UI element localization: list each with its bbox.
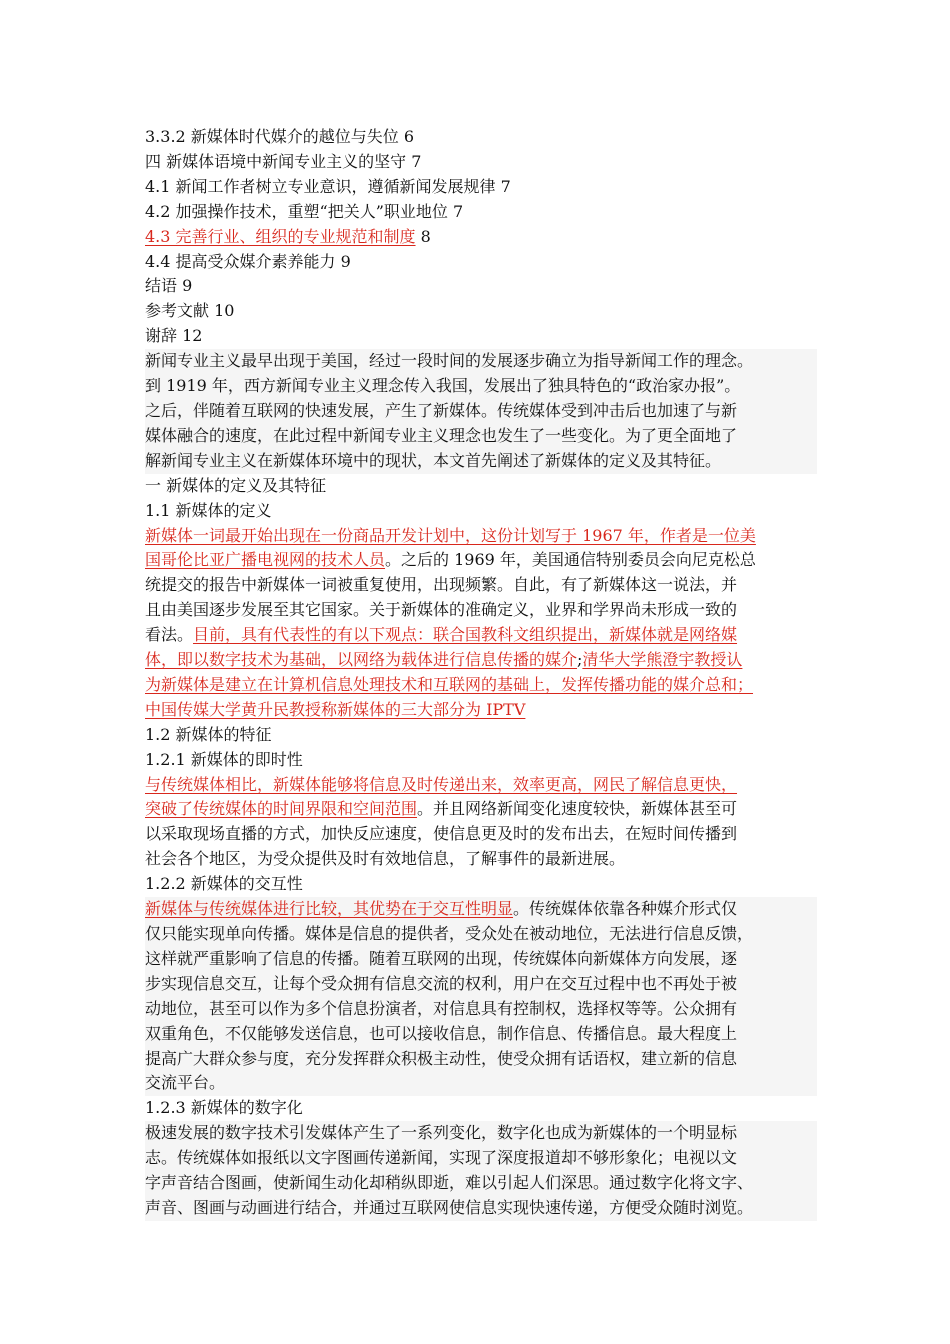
paragraph-line: 步实现信息交互，让每个受众拥有信息交流的权利，用户在交互过程中也不再处于被 <box>145 973 738 993</box>
paragraph-line: 突破了传统媒体的时间界限和空间范围。并且网络新闻变化速度较快，新媒体甚至可 <box>145 799 738 819</box>
paragraph-line: 字声音结合图画，使新闻生动化却稍纵即逝，难以引起人们深思。通过数字化将文字、 <box>145 1173 754 1193</box>
highlighted-text: 新媒体与传统媒体进行比较，其优势在于交互性明显 <box>145 899 514 919</box>
intro-paragraph <box>145 349 817 474</box>
paragraph-line: 国哥伦比亚广播电视网的技术人员。之后的 1969 年，美国通信特别委员会向尼克松总 <box>145 550 756 570</box>
toc-entry[interactable]: 谢辞 12 <box>145 326 203 346</box>
paragraph-line <box>145 673 817 698</box>
highlighted-text: 国哥伦比亚广播电视网的技术人员 <box>145 550 386 570</box>
highlighted-text: 清华大学熊澄宇教授认 <box>582 650 743 670</box>
paragraph-line: 且由美国逐步发展至其它国家。关于新媒体的准确定义，业界和学界尚未形成一致的 <box>145 600 738 620</box>
paragraph-line: 仅只能实现单向传播。媒体是信息的提供者，受众处在被动地位，无法进行信息反馈， <box>145 924 754 943</box>
toc-entry[interactable]: 4.4 提高受众媒介素养能力 9 <box>145 251 351 271</box>
paragraph-line: 声音、图画与动画进行结合，并通过互联网使信息实现快速传递，方便受众随时浏览。 <box>145 1197 754 1217</box>
toc-entry[interactable]: 结语 9 <box>145 276 193 296</box>
highlighted-text: 体，即以数字技术为基础，以网络为载体进行信息传播的媒介 <box>145 650 578 670</box>
document-page <box>145 125 817 1221</box>
paragraph-line: 动地位，甚至可以作为多个信息扮演者，对信息具有控制权，选择权等等。公众拥有 <box>145 998 738 1018</box>
toc-entry[interactable]: 四 新媒体语境中新闻专业主义的坚守 7 <box>145 151 422 171</box>
paragraph-line: 统提交的报告中新媒体一词被重复使用，出现频繁。自此，有了新媒体这一说法，并 <box>145 575 738 595</box>
paragraph-line: 体，即以数字技术为基础，以网络为载体进行信息传播的媒介;清华大学熊澄宇教授认 <box>145 650 743 670</box>
heading-subsection-1-2-3: 1.2.3 新媒体的数字化 <box>145 1098 303 1118</box>
paragraph-line: 看法。目前，具有代表性的有以下观点：联合国教科文组织提出，新媒体就是网络媒 <box>145 625 738 645</box>
highlighted-text: 为新媒体是建立在计算机信息处理技术和互联网的基础上，发挥传播功能的媒介总和； <box>145 674 754 694</box>
interactivity-paragraph <box>145 897 817 1096</box>
table-of-contents <box>145 125 817 349</box>
paragraph-line: 这样就严重影响了信息的传播。随着互联网的出现，传统媒体向新媒体方向发展，逐 <box>145 948 738 968</box>
toc-entry[interactable]: 4.1 新闻工作者树立专业意识，遵循新闻发展规律 7 <box>145 176 511 196</box>
toc-entry[interactable]: 参考文献 10 <box>145 301 235 321</box>
paragraph-line: 新媒体与传统媒体进行比较，其优势在于交互性明显。传统媒体依靠各种媒介形式仅 <box>145 899 738 919</box>
paragraph-line: 之后，伴随着互联网的快速发展，产生了新媒体。传统媒体受到冲击后也加速了与新 <box>145 400 738 420</box>
toc-entry[interactable]: 4.2 加强操作技术，重塑“把关人”职业地位 7 <box>145 201 464 221</box>
toc-entry[interactable]: 3.3.2 新媒体时代媒介的越位与失位 6 <box>145 127 415 146</box>
toc-link[interactable]: 4.3 完善行业、组织的专业规范和制度 <box>145 226 416 246</box>
paragraph-line: 解新闻专业主义在新媒体环境中的现状，本文首先阐述了新媒体的定义及其特征。 <box>145 450 722 470</box>
toc-entry-link[interactable]: 4.3 完善行业、组织的专业规范和制度 8 <box>145 226 431 246</box>
highlighted-text: 目前，具有代表性的有以下观点：联合国教科文组织提出，新媒体就是网络媒 <box>193 625 738 645</box>
highlighted-text: 中国传媒大学黄升民教授称新媒体的三大部分为 IPTV <box>145 699 526 719</box>
highlighted-text: 新媒体一词最开始出现在一份商品开发计划中，这份计划写于 1967 年，作者是一位美 <box>145 525 756 545</box>
heading-section-1-1: 1.1 新媒体的定义 <box>145 500 272 520</box>
heading-subsection-1-2-2: 1.2.2 新媒体的交互性 <box>145 874 303 894</box>
paragraph-line <box>145 773 817 798</box>
immediacy-paragraph <box>145 773 817 873</box>
paragraph-line: 提高广大群众参与度，充分发挥群众积极主动性，使受众拥有话语权，建立新的信息 <box>145 1048 738 1068</box>
paragraph-line: 志。传统媒体如报纸以文字图画传递新闻，实现了深度报道却不够形象化；电视以文 <box>145 1148 738 1168</box>
paragraph-line: 极速发展的数字技术引发媒体产生了一系列变化，数字化也成为新媒体的一个明显标 <box>145 1123 738 1143</box>
heading-chapter-1: 一 新媒体的定义及其特征 <box>145 475 327 495</box>
definition-paragraph <box>145 524 817 723</box>
highlighted-text: 突破了传统媒体的时间界限和空间范围 <box>145 799 418 819</box>
paragraph-line <box>145 698 817 723</box>
paragraph-line: 媒体融合的速度，在此过程中新闻专业主义理念也发生了一些变化。为了更全面地了 <box>145 425 738 445</box>
heading-section-1-2: 1.2 新媒体的特征 <box>145 724 272 744</box>
highlighted-text: 与传统媒体相比，新媒体能够将信息及时传递出来，效率更高，网民了解信息更快， <box>145 774 738 794</box>
heading-subsection-1-2-1: 1.2.1 新媒体的即时性 <box>145 749 303 769</box>
paragraph-line: 到 1919 年，西方新闻专业主义理念传入我国，发展出了独具特色的“政治家办报”。 <box>145 376 741 396</box>
paragraph-line: 双重角色，不仅能够发送信息，也可以接收信息，制作信息、传播信息。最大程度上 <box>145 1023 738 1043</box>
paragraph-line: 交流平台。 <box>145 1073 226 1093</box>
paragraph-line: 新闻专业主义最早出现于美国，经过一段时间的发展逐步确立为指导新闻工作的理念。 <box>145 351 754 371</box>
digitization-paragraph <box>145 1121 817 1221</box>
paragraph-line <box>145 524 817 549</box>
paragraph-line: 社会各个地区，为受众提供及时有效地信息，了解事件的最新进展。 <box>145 849 626 869</box>
paragraph-line: 以采取现场直播的方式，加快反应速度，使信息更及时的发布出去，在短时间传播到 <box>145 824 738 844</box>
